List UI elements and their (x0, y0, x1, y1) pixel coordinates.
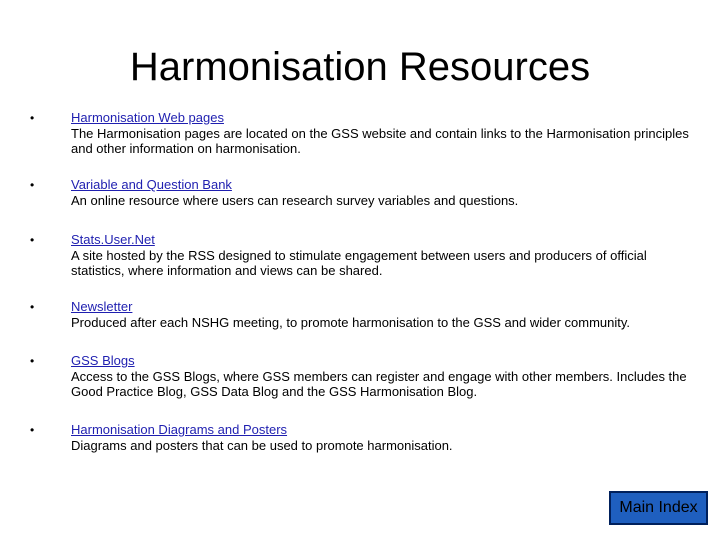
gss-blogs-link[interactable]: GSS Blogs (71, 353, 135, 368)
bullet: • (30, 300, 35, 314)
resource-content (71, 352, 696, 399)
newsletter-link[interactable]: Newsletter (71, 299, 133, 314)
bullet: • (30, 178, 35, 192)
harmonisation-web-pages-link[interactable]: Harmonisation Web pages (71, 110, 224, 125)
resource-content (71, 176, 696, 208)
bullet: • (30, 354, 35, 368)
bullet: • (30, 423, 35, 437)
resource-description: An online resource where users can research survey variables and questions. (71, 193, 519, 208)
resource-description: Produced after each NSHG meeting, to promote harmonisation to the GSS and wider community. (71, 315, 631, 330)
bullet: • (30, 111, 35, 125)
stats-user-net-link[interactable]: Stats.User.Net (71, 232, 155, 247)
resource-description: Diagrams and posters that can be used to promote harmonisation. (71, 438, 453, 453)
bullet: • (30, 233, 35, 247)
page-title: Harmonisation Resources (129, 45, 591, 89)
resource-description: Access to the GSS Blogs, where GSS members can register and engage with other members. Includes the Good Practice Blog, GSS Data Blog and the GSS Harmonisation Blog. (71, 369, 687, 399)
resource-content (71, 421, 696, 453)
variable-question-bank-link[interactable]: Variable and Question Bank (71, 177, 232, 192)
diagrams-posters-link[interactable]: Harmonisation Diagrams and Posters (71, 422, 288, 437)
resource-content (71, 298, 696, 330)
resource-content (71, 109, 696, 156)
resource-description: A site hosted by the RSS designed to stimulate engagement between users and producers of official statistics, where information and views can be shared. (71, 248, 647, 278)
main-index-button[interactable]: Main Index (609, 491, 708, 525)
resource-description: The Harmonisation pages are located on the GSS website and contain links to the Harmonisation principles and other information on harmonisation. (71, 126, 689, 156)
resource-content (71, 231, 696, 278)
